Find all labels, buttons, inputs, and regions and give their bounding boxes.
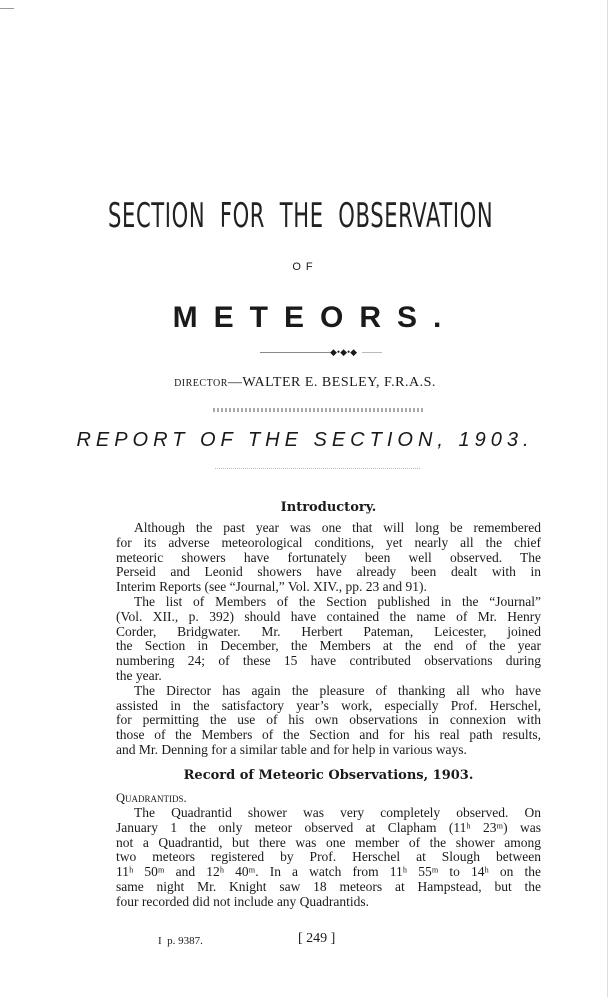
director-label: DIRECTOR: [174, 378, 228, 389]
text-line: for permitting the use of his own observations in connexion with: [116, 713, 541, 728]
text-line: two meteors registered by Prof. Herschel at Slough between: [116, 850, 541, 865]
signature-mark: I p. 9387.: [158, 935, 203, 947]
text-line: Corder, Bridgwater. Mr. Herbert Pateman, Leicester, joined: [116, 624, 541, 639]
text-line: and Mr. Denning for a similar table and for help in various ways.: [116, 742, 467, 757]
text-line: assisted in the satisfactory year’s work, especially Prof. Herschel,: [116, 698, 541, 713]
record-section: [116, 768, 541, 910]
text-line: Interim Reports (see “Journal,” Vol. XIV., pp. 23 and 91).: [116, 580, 427, 595]
text-line: (Vol. XII., p. 392) should have contained the name of Mr. Henry: [116, 609, 541, 624]
text-line: January 1 the only meteor observed at Clapham (11ʰ 23ᵐ) was: [116, 820, 541, 835]
text-line: the Section in December, the Members at the end of the year: [116, 639, 541, 654]
wavy-rule: [213, 408, 425, 412]
title-meteors: METEORS.: [172, 301, 458, 334]
paragraph: [116, 684, 541, 758]
title-of: OF: [292, 261, 318, 273]
text-line: same night Mr. Knight saw 18 meteors at Hampstead, but the: [116, 879, 541, 894]
director-line: [0, 374, 610, 393]
text-line: 11ʰ 50ᵐ and 12ʰ 40ᵐ. In a watch from 11ʰ 55ᵐ to 14ʰ on the: [116, 865, 541, 880]
section-title: SECTION FOR THE OBSERVATION: [108, 196, 494, 236]
report-title: REPORT OF THE SECTION, 1903.: [76, 429, 534, 451]
text-line: Although the past year was one that will long be remembered: [134, 521, 541, 535]
director-name: —WALTER E. BESLEY, F.R.A.S.: [227, 375, 436, 390]
page-number: [ 249 ]: [298, 931, 336, 946]
text-line: meteoric showers have fortunately been well observed. The: [116, 550, 541, 565]
quadrantids-text: [116, 806, 541, 910]
text-line: Perseid and Leonid showers have already been dealt with in: [116, 565, 541, 580]
dotted-rule: [215, 468, 420, 469]
paragraph: [116, 595, 541, 684]
paragraph: [116, 521, 541, 595]
quadrantids-heading: Quadrantids.: [116, 791, 187, 805]
text-line: for its adverse meteorological conditions, yet nearly all the chief: [116, 535, 541, 550]
record-heading: Record of Meteoric Observations, 1903.: [183, 768, 474, 783]
introductory-section: [116, 500, 541, 758]
scan-edge-mark: [0, 8, 14, 9]
page-edge: [607, 0, 608, 997]
text-line: The list of Members of the Section published in the “Journal”: [134, 594, 541, 609]
text-line: The Quadrantid shower was very completely observed. On: [134, 806, 541, 820]
introductory-heading: Introductory.: [280, 500, 377, 515]
ornament-rule-left: [260, 352, 330, 353]
text-line: those of the Members of the Section and for his real path results,: [116, 728, 541, 743]
text-line: numbering 24; of these 15 have contributed observations during: [116, 654, 541, 669]
text-line: not a Quadrantid, but there was one member of the shower among: [116, 835, 541, 850]
ornament-rule-right: [362, 352, 382, 353]
introductory-text: [116, 521, 541, 758]
text-line: The Director has again the pleasure of thanking all who have: [134, 683, 541, 698]
ornament-diamonds: ◆•◆•◆: [330, 347, 358, 357]
text-line: four recorded did not include any Quadrantids.: [116, 894, 370, 909]
text-line: the year.: [116, 668, 162, 683]
